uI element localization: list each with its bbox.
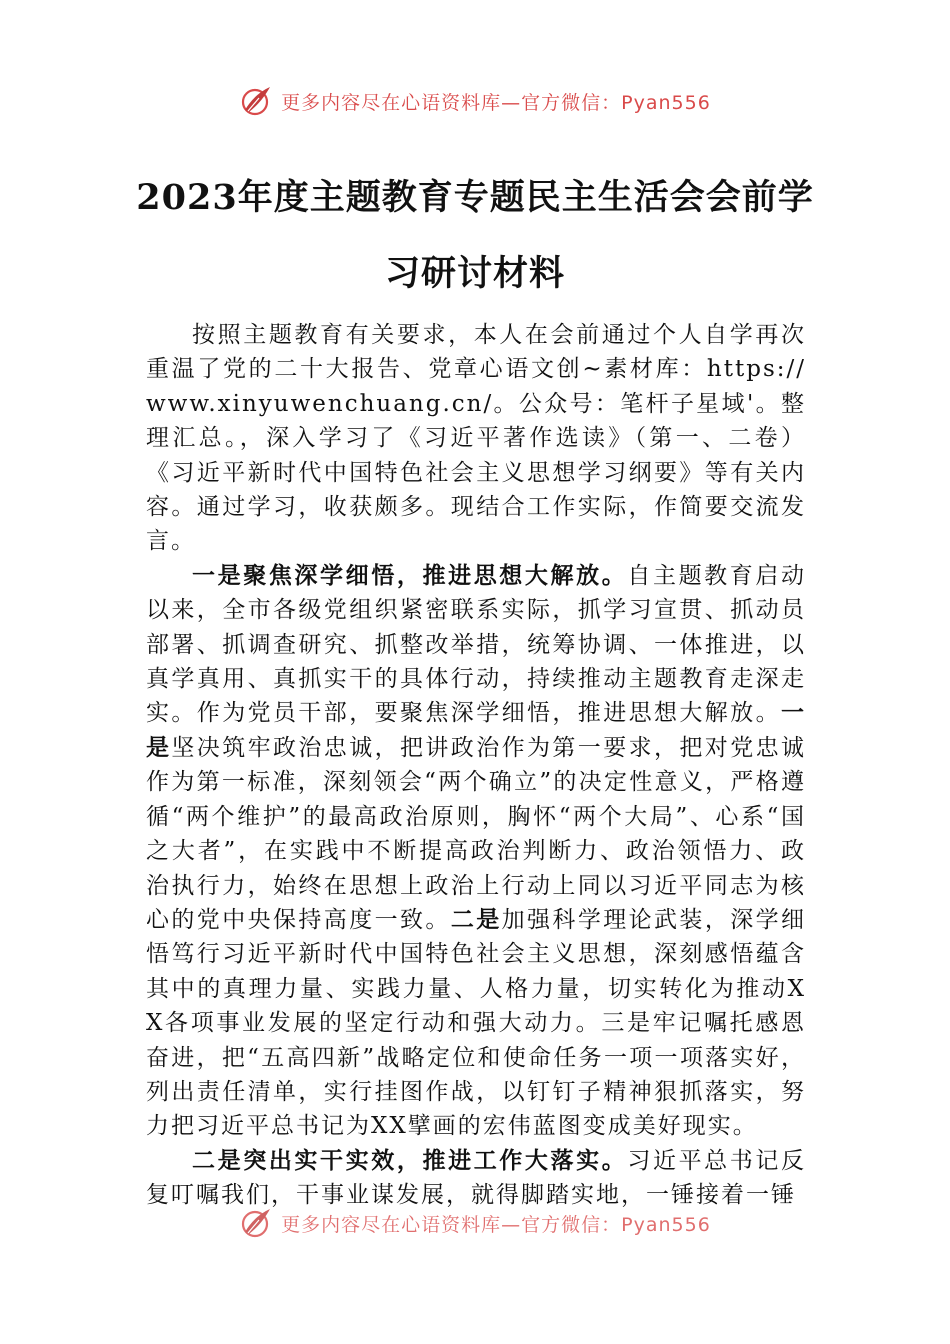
watermark-text: 更多内容尽在心语资料库—官方微信：Pyan556 — [281, 91, 711, 114]
title-line-2: 习研讨材料 — [384, 253, 565, 294]
title-line-1: 2023年度主题教育专题民主生活会会前学 — [136, 177, 814, 218]
paragraph-text: 加强科学理论武装，深学细悟笃行习近平新时代中国特色社会主义思想，深刻感悟蕴含其中的真理力量、实践力量、人格力量，切实转化为推动XX各项事业发展的坚定行动和强大动力。三是牢记嘱托感恩奋进，把“五高四新”战略定位和使命任务一项一项落实好，列出责任清单，实行挂图作战，以钉钉子精神狠抓落实，努力把习近平总书记为XX擘画的宏伟蓝图变成美好现实。 — [146, 906, 806, 1140]
quill-logo-icon — [239, 1206, 273, 1240]
quill-logo-icon — [239, 84, 273, 118]
watermark-header — [0, 84, 950, 118]
sub-point-marker: 一是 — [146, 699, 806, 761]
paragraph-text: 坚决筑牢政治忠诚，把讲政治作为第一要求，把对党忠诚作为第一标准，深刻领会“两个确立”的决定性意义，严格遵循“两个维护”的最高政治原则，胸怀“两个大局”、心系“国之大者”，在实践中不断提高政治判断力、政治领悟力、政治执行力，始终在思想上政治上行动上同以习近平同志为核心的党中央保持高度一致。 — [146, 734, 806, 933]
document-title — [120, 160, 830, 312]
paragraph-intro: 按照主题教育有关要求，本人在会前通过个人自学再次重温了党的二十大报告、党章心语文创~素材库：https://www.xinyuwenchuang.cn/。公众号：笔杆子星域'。整理汇总。，深入学习了《习近平著作选读》（第一、二卷）《习近平新时代中国特色社会主义思想学习纲要》等有关内容。通过学习，收获颇多。现结合工作实际，作简要交流发言。 — [146, 322, 806, 555]
paragraph-point-two — [146, 1144, 806, 1210]
paragraph-point-one — [146, 559, 806, 1144]
watermark-footer — [0, 1206, 950, 1240]
watermark-text: 更多内容尽在心语资料库—官方微信：Pyan556 — [281, 1213, 711, 1236]
paragraph-heading: 二是突出实干实效，推进工作大落实。 — [192, 1146, 628, 1174]
sub-point-marker: 二是 — [450, 905, 502, 933]
document-body — [146, 318, 806, 1210]
paragraph-text: 习近平总书记反复叮嘱我们，干事业谋发展，就得脚踏实地，一锤接着一锤 — [146, 1147, 806, 1209]
paragraph-heading: 一是聚焦深学细悟，推进思想大解放。 — [192, 561, 628, 589]
paragraph-text: 自主题教育启动以来，全市各级党组织紧密联系实际，抓学习宣贯、抓动员部署、抓调查研究、抓整改举措，统筹协调、一体推进，以真学真用、真抓实干的具体行动，持续推动主题教育走深走实。作为党员干部，要聚焦深学细悟，推进思想大解放。 — [146, 562, 806, 727]
